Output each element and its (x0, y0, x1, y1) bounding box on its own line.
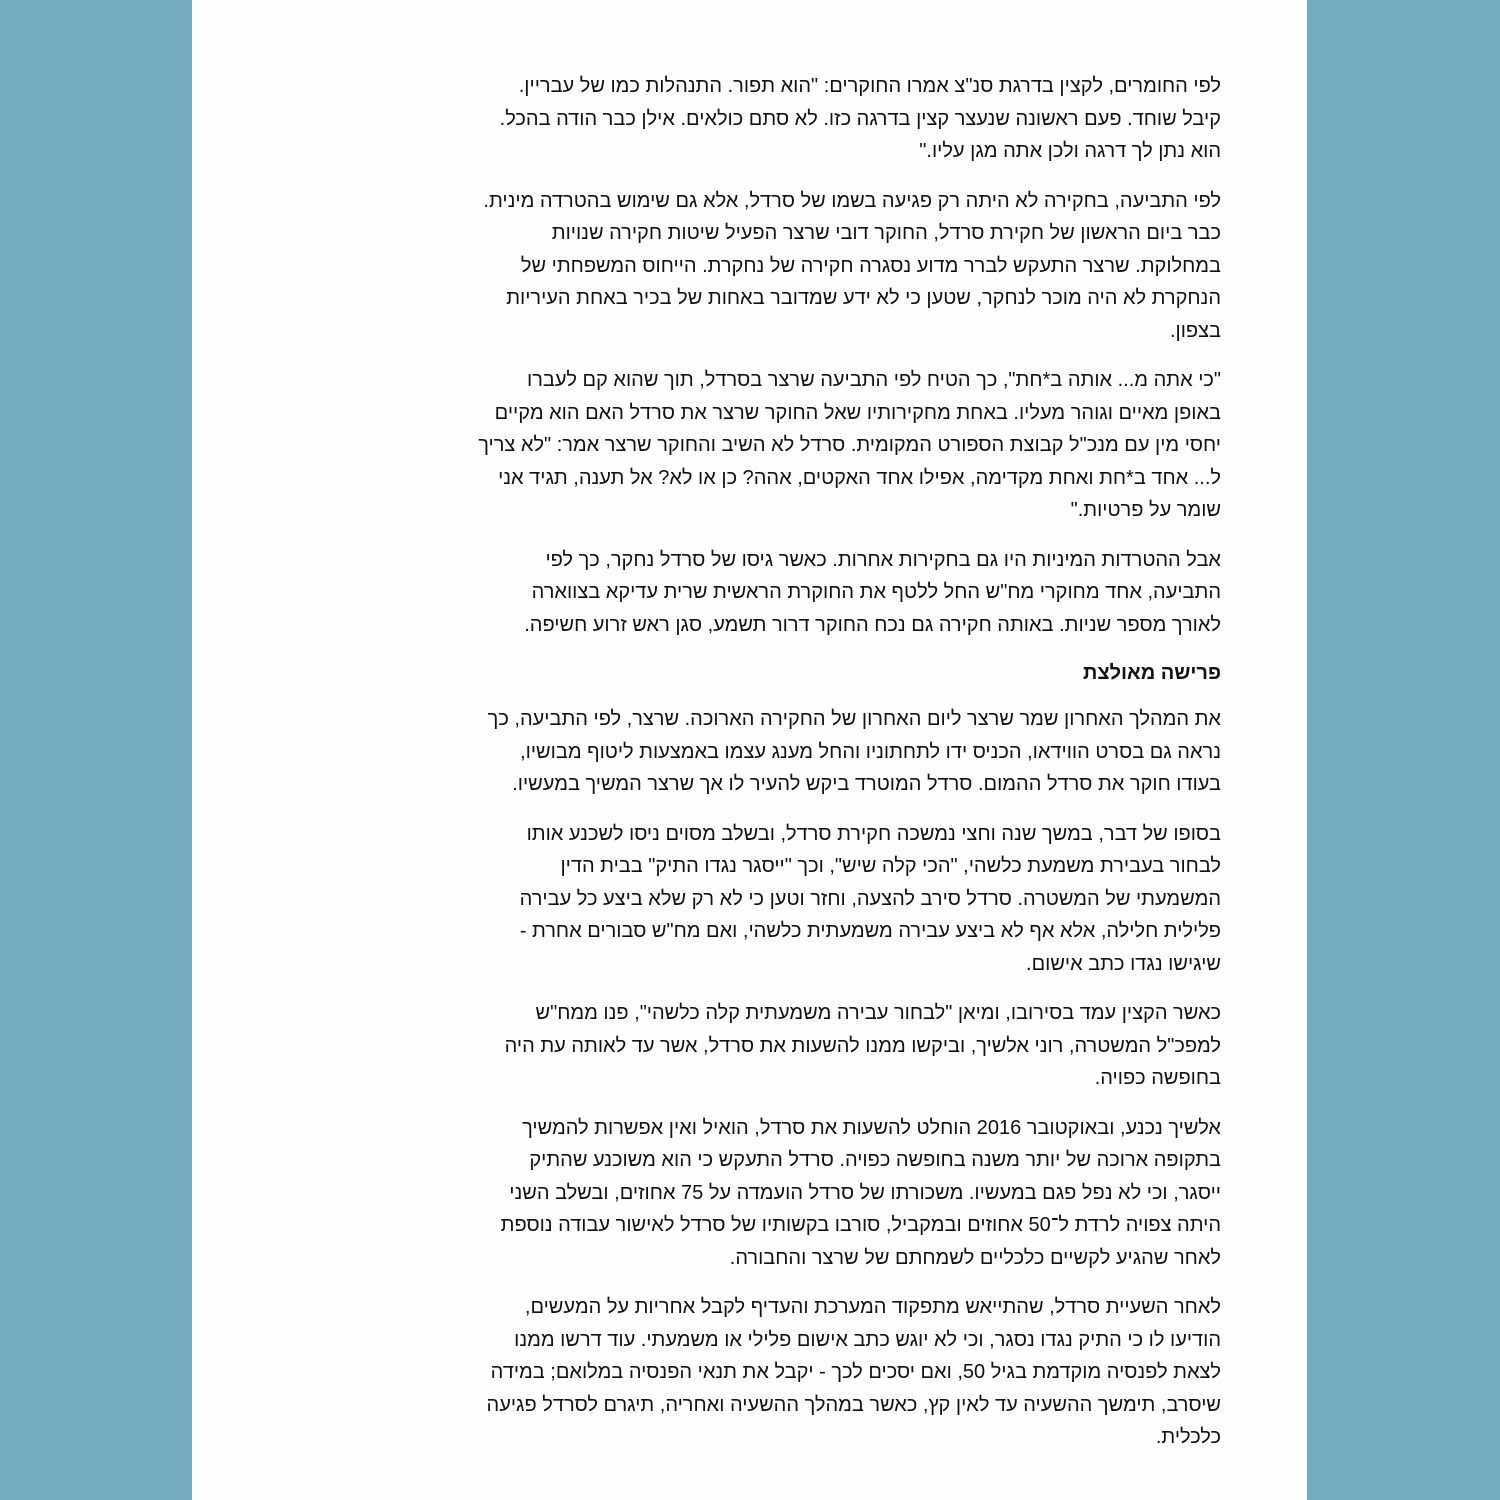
text-line: בתקופה ארוכה של יותר משנה בחופשה כפויה. סרדל התעקש כי הוא משוכנע שהתיק (529, 1149, 1221, 1171)
paragraph-4 (516, 544, 1221, 642)
text-line: לאחר השעיית סרדל, שהתייאש מתפקוד המערכת והעדיף לקבל אחריות על המעשים, (524, 1296, 1221, 1318)
paragraph-9 (486, 1291, 1221, 1454)
text-line: התביעה, אחד מחוקרי מח"ש החל ללטף את החוקרת הראשית שרית עדיקא בצווארה (531, 581, 1221, 603)
text-line: המשמעתי של המשטרה. סרדל סירב להצעה, וחזר וטען כי לא רק שלא ביצע כל עבירה (519, 887, 1221, 910)
paragraph-1 (282, 70, 1221, 168)
text-line: לאחר שהגיע לקשיים כלכליים לשמחתם של שרצר והחבורה. (729, 1246, 1221, 1269)
text-line: כאשר הקצין עמד בסירובו, ומיאן "לבחור עבירה משמעתית קלה כלשהי", פנו ממח"ש (535, 1002, 1221, 1024)
paragraph-6 (516, 818, 1221, 981)
text-line: כלכלית. (1155, 1426, 1221, 1448)
paragraph-7 (504, 997, 1221, 1095)
paragraph-2 (282, 185, 1221, 348)
text-line: ל... אחד ב*חת ואחת מקדימה, אפילו אחד האקטים, אהה? כן או לא? אל תענה, תגיד אני (498, 466, 1221, 489)
text-line: נראה גם בסרט הווידאו, הכניס ידו לתחתוניו והחל מענג עצמו באמצעות ליטוף מבושיו, (520, 740, 1221, 763)
text-line: "כי אתה מ... אותה ב*חת", כך הטיח לפי התביעה שרצר בסרדל, תוך שהוא קם לעברו (527, 369, 1221, 391)
text-line: קיבל שוחד. פעם ראשונה שנעצר קצין בדרגה כזו. לא סתם כולאים. אילן כבר הודה בהכל. (499, 107, 1221, 130)
text-line: שומר על פרטיות." (1070, 499, 1221, 521)
text-line: אלשיך נכנע, ובאוקטובר 2016 הוחלט להשעות את סרדל, הואיל ואין אפשרות להמשיך (522, 1116, 1221, 1139)
text-line: לפי החומרים, לקצין בדרגת סנ"צ אמרו החוקרים: "הוא תפור. התנהלות כמו של עבריין. (518, 75, 1221, 97)
text-line: פלילית חלילה, אלא אף לא ביצע עבירה משמעתית כלשהי, ואם מח"ש סבורים אחרת - (519, 920, 1221, 942)
text-line: לפי התביעה, בחקירה לא היתה רק פגיעה בשמו של סרדל, אלא גם שימוש בהטרדה מינית. (483, 189, 1221, 212)
text-line: כבר ביום הראשון של חקירת סרדל, החוקר דובי שרצר הפעיל שיטות חקירה שנויות (551, 222, 1221, 244)
text-line: ייסגר, וכי לא נפל פגם במעשיו. משכורתו של סרדל הועמדה על 75 אחוזים, ובשלב השני (509, 1181, 1221, 1204)
text-line: הוא נתן לך דרגה ולכן אתה מגן עליו." (919, 140, 1221, 162)
text-line: שיסרב, תימשך ההשעיה עד לאין קץ, כאשר במהלך ההשעיה ואחריה, תיגרם לסרדל פגיעה (486, 1393, 1221, 1416)
paragraph-3 (478, 364, 1221, 527)
section-heading: פרישה מאולצת (1083, 662, 1221, 684)
text-line: למפכ"ל המשטרה, רוני אלשיך, וביקשו ממנו להשעות את סרדל, אשר עד לאותה עת היה (504, 1034, 1221, 1057)
text-line: לאורך מספר שניות. באותה חקירה גם נכח החוקר דרור תשמע, סגן ראש זרוע חשיפה. (524, 613, 1221, 636)
text-line: יחסי מין עם מנכ"ל קבוצת הספורט המקומית. סרדל לא השיב והחוקר שרצר אמר: "לא צריך (478, 434, 1221, 456)
document-page (192, 0, 1307, 1500)
text-line: הנחקרת לא היה מוכר לנחקר, שטען כי לא ידע שמדובר באחות של בכיר באחת העיריות (506, 287, 1221, 309)
text-line: היתה צפויה לרדת ל־50 אחוזים ובמקביל, סורבו בקשותיו של סרדל לאישור עבודה נוספת (500, 1214, 1221, 1236)
text-line: באופן מאיים וגוהר מעליו. באחת מחקירותיו שאל החוקר שרצר את סרדל האם הוא מקיים (494, 401, 1221, 424)
text-line: שיגישו נגדו כתב אישום. (1026, 952, 1221, 975)
text-line: את המהלך האחרון שמר שרצר ליום האחרון של החקירה הארוכה. שרצר, לפי התביעה, כך (487, 708, 1221, 730)
text-line: הודיעו לו כי התיק נגדו נסגר, וכי לא יוגש כתב אישום פלילי או משמעתי. עוד דרשו ממנו (514, 1328, 1221, 1351)
text-line: במחלוקת. שרצר התעקש לברר מדוע נסגרה חקירה של נחקרת. הייחוס המשפחתי של (520, 254, 1221, 277)
paragraph-5 (487, 703, 1221, 801)
text-line: בעודו חוקר את סרדל ההמום. סרדל המוטרד ביקש להעיר לו אך שרצר המשיך במעשיו. (512, 773, 1221, 795)
text-line: בחופשה כפויה. (1094, 1067, 1221, 1089)
text-line: לצאת לפנסיה מוקדמת בגיל 50, ואם יסכים לכך - יקבל את תנאי הפנסיה במלואם; במידה (490, 1361, 1221, 1383)
text-line: בסופו של דבר, במשך שנה וחצי נמשכה חקירת סרדל, ובשלב מסוים ניסו לשכנע אותו (526, 822, 1221, 845)
text-line: אבל ההטרדות המיניות היו גם בחקירות אחרות. כאשר גיסו של סרדל נחקר, כך לפי (545, 548, 1221, 571)
text-line: לבחור בעבירת משמעת כלשהי, "הכי קלה שיש", וכך "ייסגר נגדו התיק" בבית הדין (560, 855, 1221, 877)
text-line: בצפון. (1169, 319, 1221, 342)
paragraph-8 (500, 1112, 1221, 1275)
